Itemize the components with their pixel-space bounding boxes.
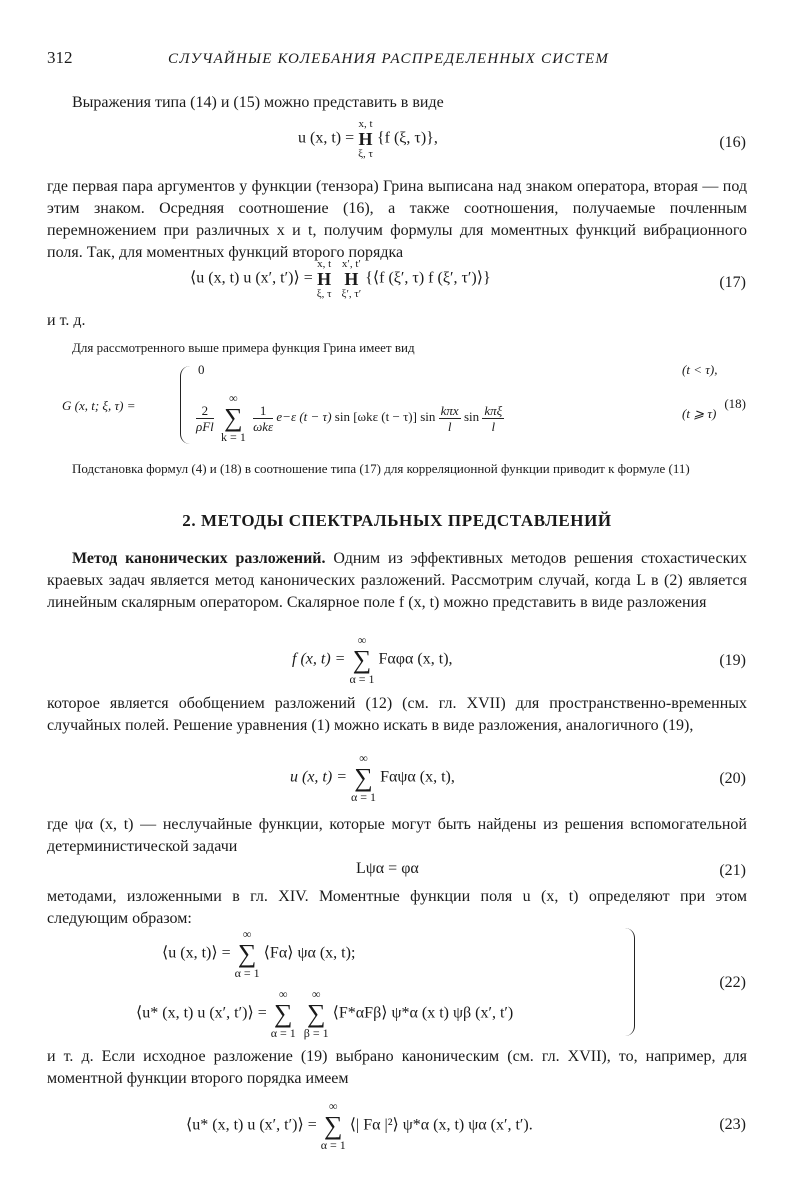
eq20-rhs: Fαψα (x, t), (380, 768, 455, 786)
sin-term-1: sin [ωkε (t − τ)] sin (334, 408, 436, 424)
page-number: 312 (47, 48, 73, 67)
equation-23 (186, 1100, 533, 1152)
equation-22-line-2 (136, 988, 513, 1040)
sigma: ∑ (306, 999, 326, 1028)
sum2-sub: β = 1 (303, 1026, 329, 1040)
frac2-num: 1 (253, 403, 273, 419)
green-operator-1 (317, 258, 332, 300)
op1-symbol: H (317, 269, 332, 289)
equation-22-line-1 (162, 928, 355, 980)
eq22-line2-rhs: ⟨F*αFβ⟩ ψ*α (x t) ψβ (x′, t′) (332, 1004, 514, 1022)
etc-1: и т. д. (47, 312, 86, 329)
frac2-den: ωkε (253, 418, 274, 434)
sigma: ∑ (352, 645, 372, 674)
eq17-lhs: ⟨u (x, t) u (x′, t′)⟩ = (190, 269, 313, 287)
eq23-lhs: ⟨u* (x, t) u (x′, t′)⟩ = (186, 1116, 317, 1134)
case2-expression (196, 392, 504, 444)
green-operator-2 (342, 258, 362, 300)
sum-sub: α = 1 (349, 672, 375, 686)
eq22-line2-lhs: ⟨u* (x, t) u (x′, t′)⟩ = (136, 1004, 267, 1022)
equation-19 (292, 634, 453, 686)
eq17-rhs: {⟨f (ξ′, τ) f (ξ′, τ′)⟩} (365, 269, 491, 287)
equation-number-21: (21) (719, 862, 746, 879)
op1-sub: ξ, τ (316, 288, 332, 300)
exponential: e−ε (t − τ) (276, 408, 332, 424)
case1-value: 0 (198, 362, 205, 377)
equation-number-19: (19) (719, 652, 746, 669)
sum-alpha (349, 634, 374, 686)
equation-21: Lψα = φα (356, 860, 419, 877)
sum-beta (304, 988, 329, 1040)
sum-alpha (235, 928, 260, 980)
paragraph-3-body: Одним из эффективных методов решения стохастических краевых задач является метод канонических разложений. Рассмотрим случай, когда L в (2) является линейным скалярным оператором. Скалярное поле f (x, t) можно представить в виде разложения (47, 550, 747, 611)
sum1-sub: α = 1 (270, 1026, 296, 1040)
frac1-den: ρFl (196, 418, 214, 434)
op1-sup: x, t (317, 258, 332, 270)
paragraph-1: Выражения типа (14) и (15) можно представить в виде (72, 94, 444, 111)
paragraph-4: которое является обобщением разложений (12) (см. гл. XVII) для пространственно-временных случайных полей. Решение уравнения (1) можно искать в виде разложения, аналогичного (19), (47, 695, 747, 734)
green-operator (358, 118, 373, 160)
op-sub: ξ, τ (358, 148, 373, 160)
equation-number-17: (17) (719, 274, 746, 291)
sum-k (221, 392, 246, 444)
sin-term-2: sin (463, 408, 480, 424)
eq19-rhs: Fαφα (x, t), (378, 650, 453, 668)
op2-symbol: H (344, 269, 359, 289)
section-title: 2. МЕТОДЫ СПЕКТРАЛЬНЫХ ПРЕДСТАВЛЕНИЙ (182, 511, 612, 530)
sigma: ∑ (354, 763, 373, 792)
eq19-lhs: f (x, t) = (292, 650, 346, 668)
frac4-den: l (491, 418, 496, 434)
equation-number-22: (22) (719, 974, 746, 991)
eq22-line1-lhs: ⟨u (x, t)⟩ = (162, 944, 231, 962)
small-text-1: Для рассмотренного выше примера функция Грина имеет вид (72, 340, 415, 355)
right-brace (624, 928, 635, 1036)
equation-18 (62, 362, 752, 450)
frac-kpix-over-l (439, 403, 461, 434)
equation-number-16: (16) (719, 134, 746, 151)
op-symbol: H (358, 129, 373, 149)
op-sup: x, t (358, 118, 373, 130)
equation-number-23: (23) (719, 1116, 746, 1133)
sum-sub: α = 1 (234, 966, 260, 980)
small-text-2: Подстановка формул (4) и (18) в соотношение типа (17) для корреляционной функции приводит к формуле (11) (72, 461, 690, 476)
eq20-lhs: u (x, t) = (290, 768, 347, 786)
sum-sup: ∞ (359, 751, 368, 765)
sum-sup: ∞ (242, 927, 252, 941)
sum-sub: k = 1 (221, 430, 246, 444)
equation-number-20: (20) (719, 770, 746, 787)
sum-alpha (321, 1100, 346, 1152)
eq16-lhs: u (x, t) = (298, 129, 355, 147)
sum-sub: α = 1 (351, 790, 377, 804)
eq16-rhs: {f (ξ, τ)}, (376, 129, 438, 147)
left-brace (180, 366, 193, 444)
sigma: ∑ (224, 403, 243, 432)
eq23-rhs: ⟨| Fα |²⟩ ψ*α (x, t) ψα (x′, t′). (349, 1116, 533, 1134)
sum1-sup: ∞ (278, 987, 288, 1001)
frac3-num: kπx (440, 402, 459, 418)
eq18-lhs: G (x, t; ξ, τ) = (62, 398, 136, 413)
sigma: ∑ (323, 1111, 343, 1140)
equation-17 (190, 258, 491, 300)
sum-sup: ∞ (229, 391, 238, 405)
frac4-num: kπξ (484, 402, 503, 418)
running-title: СЛУЧАЙНЫЕ КОЛЕБАНИЯ РАСПРЕДЕЛЕННЫХ СИСТЕМ (168, 51, 610, 67)
paragraph-7: и т. д. Если исходное разложение (19) выбрано каноническим (см. гл. XVII), то, например, для моментной функции второго порядка имеем (47, 1048, 747, 1087)
sigma: ∑ (237, 939, 257, 968)
sum2-sup: ∞ (311, 987, 321, 1001)
sum-alpha (271, 988, 296, 1040)
op2-sub: ξ′, τ′ (341, 288, 362, 300)
sum-alpha (351, 752, 376, 804)
case1-condition: (t < τ), (682, 362, 718, 377)
sigma: ∑ (273, 999, 293, 1028)
frac-1-over-omega (253, 403, 273, 434)
sum-sup: ∞ (328, 1099, 338, 1113)
paragraph-5: где ψα (x, t) — неслучайные функции, которые могут быть найдены из решения вспомогательной детерминистической задачи (47, 816, 747, 855)
sum-sup: ∞ (357, 633, 367, 647)
case2-condition: (t ⩾ τ) (682, 406, 717, 421)
paragraph-6: методами, изложенными в гл. XIV. Моментные функции поля u (x, t) определяют при этом следующим образом: (47, 888, 747, 927)
eq22-line1-rhs: ⟨Fα⟩ ψα (x, t); (263, 944, 356, 962)
equation-16 (298, 118, 438, 160)
frac-2-over-rhoFl (196, 403, 214, 434)
paragraph-3 (47, 548, 747, 614)
op2-sup: x′, t′ (341, 258, 361, 270)
equation-20 (290, 752, 455, 804)
frac1-num: 2 (196, 403, 214, 419)
frac-kpixi-over-l (482, 403, 504, 434)
sum-sub: α = 1 (320, 1138, 346, 1152)
paragraph-2: где первая пара аргументов у функции (тензора) Грина выписана над знаком оператора, вторая — под этим знаком. Осредняя соотношение (16), а также соотношения, получаемые почленным перемножением при различных x и t, получим формулы для моментных функций вибрационного поля. Так, для моментных функций второго порядка (47, 178, 747, 261)
frac3-den: l (447, 418, 452, 434)
equation-number-18: (18) (724, 396, 746, 411)
paragraph-3-lead: Метод канонических разложений. (72, 550, 326, 567)
